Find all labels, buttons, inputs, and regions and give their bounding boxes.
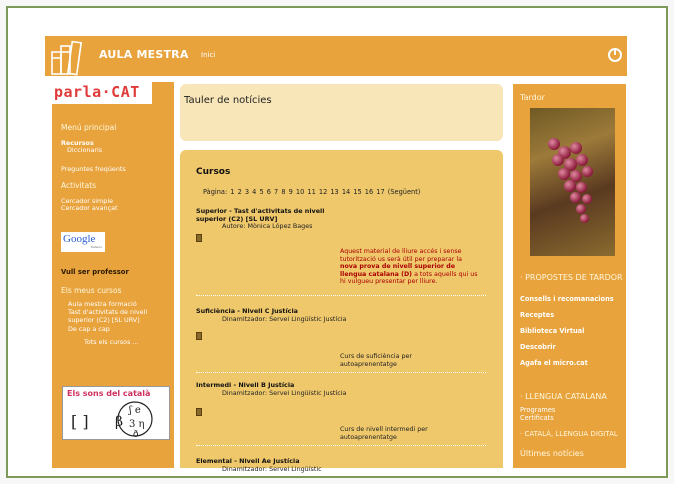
course-item — [196, 382, 356, 397]
menu-title: Menú principal — [61, 123, 117, 132]
course-icon — [196, 332, 202, 340]
svg-text:3 η: 3 η — [129, 419, 145, 430]
my-course-1[interactable]: Aula mestra formació — [68, 300, 137, 308]
cursos-title: Cursos — [196, 167, 231, 177]
sons-catala-banner[interactable] — [62, 386, 170, 440]
google-sub: Traductor — [90, 245, 102, 249]
tots-cursos-link[interactable]: Tots els cursos ... — [84, 338, 139, 346]
menu-cercador-simple[interactable]: Cercador simple — [61, 197, 114, 205]
sons-title: Els sons del català — [67, 389, 151, 398]
tauler-panel — [180, 84, 503, 141]
course-author[interactable]: Dinamitzador: Servei Lingüístic Justícia — [222, 388, 347, 397]
course-author[interactable]: Dinamitzador: Servei Lingüístic Justícia — [222, 314, 347, 323]
course-item — [196, 208, 356, 231]
course-icon — [196, 408, 202, 416]
course-author[interactable]: Autore: Mònica López Bages — [222, 222, 313, 230]
link-biblioteca[interactable]: Biblioteca Virtual — [520, 327, 585, 335]
course-description: Curs de suficiència per autoaprenentatge — [340, 353, 412, 368]
link-consells[interactable]: Consells i recomanacions — [520, 295, 614, 303]
svg-text:ð: ð — [133, 430, 139, 440]
vull-ser-professor-link[interactable]: Vull ser professor — [61, 268, 129, 276]
divider — [196, 372, 486, 373]
divider — [196, 445, 486, 446]
svg-text:ʃ e: ʃ e — [129, 405, 141, 416]
parlacat-logo[interactable]: parla·CAT — [52, 82, 152, 104]
course-icon — [196, 234, 202, 242]
my-course-2[interactable]: Tast d'activitats de nivell superior (C2) [SL URV] — [68, 308, 148, 324]
google-logo: Google — [63, 233, 96, 245]
course-name[interactable]: Suficiència - Nivell C Justícia — [196, 307, 298, 315]
course-item — [196, 458, 356, 473]
svg-text:[ ]: [ ] — [71, 412, 89, 431]
left-sidebar — [52, 82, 174, 468]
link-descobrir[interactable]: Descobrir — [520, 343, 556, 351]
llengua-title: · LLENGUA CATALANA — [520, 392, 607, 401]
course-description: Aquest material de lliure accés i sense tutorització us serà útil per preparar la nova prova de nivell superior de llengua catalana (D) a tots aquells qui us hi vulgueu presentar per lliure. — [340, 248, 478, 285]
menu-preguntes[interactable]: Preguntes freqüents — [61, 165, 126, 173]
meus-cursos-title: Els meus cursos — [61, 286, 122, 295]
link-programes[interactable]: Programes — [520, 406, 556, 414]
link-agafa-micro[interactable]: Agafa el micro.cat — [520, 359, 588, 367]
books-logo-icon — [49, 38, 85, 76]
cursos-panel — [180, 150, 503, 473]
site-title[interactable]: AULA MESTRA — [99, 48, 189, 61]
menu-recursos[interactable]: Recursos — [61, 139, 94, 147]
course-description: Curs de nivell intermedi per autoaprenentatge — [340, 426, 428, 441]
divider — [196, 295, 486, 296]
tauler-title[interactable]: Tauler de notícies — [184, 95, 272, 106]
menu-diccionaris[interactable]: Diccionaris — [67, 146, 103, 154]
tardor-title: Tardor — [520, 93, 545, 102]
pagination[interactable]: Pàgina: 1 2 3 4 5 6 7 8 9 10 11 12 13 14 15 16 17 (Següent) — [203, 188, 421, 196]
ultimes-noticies-title[interactable]: Últimes notícies — [520, 449, 584, 458]
google-translate-button[interactable] — [61, 232, 105, 252]
logout-power-icon[interactable] — [608, 48, 622, 62]
digital-title[interactable]: · CATALÀ, LLENGUA DIGITAL — [520, 430, 618, 438]
phonetic-symbols-icon — [63, 399, 171, 439]
course-name[interactable]: Superior - Tast d'activitats de nivell superior (C2) [SL URV] — [196, 207, 325, 223]
course-item — [196, 308, 356, 323]
link-receptes[interactable]: Receptes — [520, 311, 555, 319]
right-sidebar — [513, 84, 626, 468]
menu-cercador-avancat[interactable]: Cercador avançat — [61, 204, 118, 212]
propostes-title: · PROPOSTES DE TARDOR — [520, 273, 623, 282]
course-name[interactable]: Intermedi - Nivell B Justícia — [196, 381, 295, 389]
menu-activitats: Activitats — [61, 181, 97, 190]
svg-text:β: β — [115, 414, 124, 430]
my-course-3[interactable]: De cap a cap — [68, 325, 110, 333]
top-bar — [45, 36, 627, 76]
link-certificats[interactable]: Certificats — [520, 414, 554, 422]
course-name[interactable]: Elemental - Nivell Ae Justícia — [196, 457, 300, 465]
grapes-image — [530, 108, 615, 256]
course-author[interactable]: Dinamitzador: Servei Lingüístic — [222, 464, 322, 473]
nav-inici-link[interactable]: Inici — [201, 51, 216, 59]
